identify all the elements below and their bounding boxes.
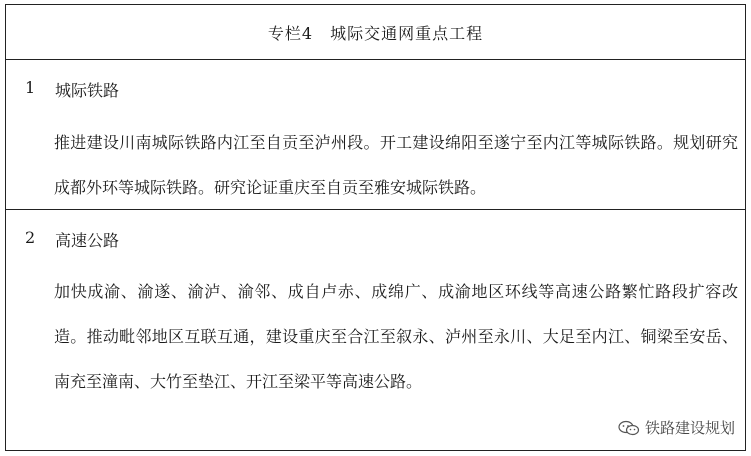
watermark-text: 铁路建设规划	[644, 419, 735, 437]
section-intercity-railway	[6, 60, 745, 210]
section-body: 推进建设川南城际铁路内江至自贡至泸州段。开工建设绵阳至遂宁至内江等城际铁路。规划研究成都外环等城际铁路。研究论证重庆至自贡至雅安城际铁路。	[54, 133, 738, 197]
box-title	[6, 5, 745, 60]
section-expressway	[6, 210, 745, 452]
feature-box	[5, 4, 746, 451]
section-body: 加快成渝、渝遂、渝泸、渝邻、成自卢赤、成绵广、成渝地区环线等高速公路繁忙路段扩容改造。推动毗邻地区互联互通，建设重庆至合江至叙永、泸州至永川、大足至内江、铜梁至安岳、南充至潼南、大竹至垫江、开江至梁平等高速公路。	[54, 282, 738, 391]
section-heading	[25, 78, 119, 101]
section-number: 2	[25, 228, 36, 247]
section-title: 城际铁路	[55, 81, 120, 100]
section-heading	[25, 228, 119, 251]
watermark	[616, 417, 737, 438]
section-number: 1	[25, 78, 36, 97]
section-title: 高速公路	[55, 231, 120, 250]
wechat-icon	[618, 420, 640, 436]
box-title-text: 专栏4 城际交通网重点工程	[267, 23, 484, 43]
